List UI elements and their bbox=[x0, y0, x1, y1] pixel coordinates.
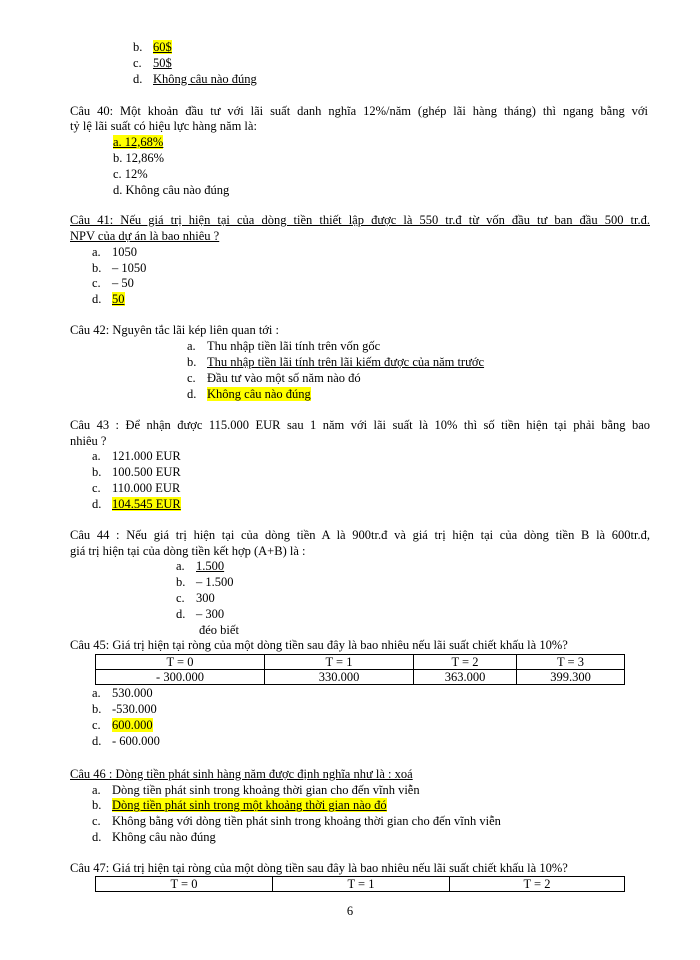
q45-header-t3: T = 3 bbox=[517, 655, 625, 670]
q45-option-c: c. 600.000 bbox=[92, 718, 153, 732]
q40-stem-line1: Câu 40: Một khoản đầu tư với lãi suất danh nghĩa 12%/năm (ghép lãi hàng tháng) thì ngang bằng với bbox=[70, 104, 648, 118]
q40-option-a: a. 12,68% bbox=[113, 135, 164, 149]
q39-option-c: c. 50$ bbox=[133, 56, 172, 70]
q44-option-d: d. – 300 bbox=[176, 607, 225, 621]
q40-option-d: d. Không câu nào đúng bbox=[113, 183, 230, 197]
q46-stem: Câu 46 : Dòng tiền phát sinh hàng năm được định nghĩa như là : xoá bbox=[70, 767, 413, 781]
q40-option-c: c. 12% bbox=[113, 167, 148, 181]
q45-value-t0: - 300.000 bbox=[96, 670, 265, 685]
q45-header-t1: T = 1 bbox=[265, 655, 414, 670]
q46-option-a: a. Dòng tiền phát sinh trong khoảng thời gian cho đến vĩnh viễn bbox=[92, 783, 420, 797]
q47-cashflow-table bbox=[95, 876, 625, 892]
q44-handwritten-note: đéo biết bbox=[199, 623, 239, 637]
q44-option-a: a. 1.500 bbox=[176, 559, 225, 573]
q43-option-a: a. 121.000 EUR bbox=[92, 449, 181, 463]
q45-option-a: a. 530.000 bbox=[92, 686, 153, 700]
q42-option-c: c. Đầu tư vào một số năm nào đó bbox=[187, 371, 361, 385]
q42-option-d: d. Không câu nào đúng bbox=[187, 387, 311, 401]
q39-option-d: d. Không câu nào đúng bbox=[133, 72, 257, 86]
q44-stem-line2: giá trị hiện tại của dòng tiền kết hợp (A+B) là : bbox=[70, 544, 306, 558]
q43-stem-line2: nhiêu ? bbox=[70, 434, 107, 448]
table-row bbox=[96, 655, 625, 670]
q39-option-b: b. 60$ bbox=[133, 40, 172, 54]
q43-option-c: c. 110.000 EUR bbox=[92, 481, 181, 495]
q43-option-d: d. 104.545 EUR bbox=[92, 497, 181, 511]
q45-option-b: b. -530.000 bbox=[92, 702, 157, 716]
q45-value-t3: 399.300 bbox=[517, 670, 625, 685]
q47-header-t1: T = 1 bbox=[273, 877, 450, 892]
q47-header-t2: T = 2 bbox=[450, 877, 625, 892]
q45-header-t2: T = 2 bbox=[414, 655, 517, 670]
q41-option-c: c. – 50 bbox=[92, 276, 134, 290]
q41-option-b: b. – 1050 bbox=[92, 261, 147, 275]
q46-option-d: d. Không câu nào đúng bbox=[92, 830, 216, 844]
q46-option-b: b. Dòng tiền phát sinh trong một khoảng thời gian nào đó bbox=[92, 798, 387, 812]
q42-stem: Câu 42: Nguyên tắc lãi kép liên quan tới : bbox=[70, 323, 279, 337]
q47-stem: Câu 47: Giá trị hiện tại ròng của một dòng tiền sau đây là bao nhiêu nếu lãi suất chiết khấu là 10%? bbox=[70, 861, 568, 875]
q44-stem-line1: Câu 44 : Nếu giá trị hiện tại của dòng tiền A là 900tr.đ và giá trị hiện tại của dòng tiền B là 600tr.đ, bbox=[70, 528, 650, 542]
q47-header-t0: T = 0 bbox=[96, 877, 273, 892]
q45-header-t0: T = 0 bbox=[96, 655, 265, 670]
q41-stem-line2: NPV của dự án là bao nhiêu ? bbox=[70, 229, 220, 243]
q43-stem-line1: Câu 43 : Để nhận được 115.000 EUR sau 1 năm với lãi suất là 10% thì số tiền hiện tại phải bằng bao bbox=[70, 418, 650, 432]
q45-stem: Câu 45: Giá trị hiện tại ròng của một dòng tiền sau đây là bao nhiêu nếu lãi suất chiết khấu là 10%? bbox=[70, 638, 568, 652]
table-row bbox=[96, 670, 625, 685]
q40-stem-line2: tỷ lệ lãi suất có hiệu lực hàng năm là: bbox=[70, 119, 257, 133]
q43-option-b: b. 100.500 EUR bbox=[92, 465, 181, 479]
q40-option-b: b. 12,86% bbox=[113, 151, 165, 165]
q42-option-a: a. Thu nhập tiền lãi tính trên vốn gốc bbox=[187, 339, 381, 353]
page-number: 6 bbox=[346, 904, 354, 918]
q45-option-d: d. - 600.000 bbox=[92, 734, 160, 748]
q41-option-d: d. 50 bbox=[92, 292, 125, 306]
q45-cashflow-table bbox=[95, 654, 625, 685]
q44-option-b: b. – 1.500 bbox=[176, 575, 234, 589]
table-row bbox=[96, 877, 625, 892]
q42-option-b: b. Thu nhập tiền lãi tính trên lãi kiếm được của năm trước bbox=[187, 355, 485, 369]
q41-stem-line1: Câu 41: Nếu giá trị hiện tại của dòng tiền thiết lập được là 550 tr.đ từ vốn đầu tư ban đầu 500 tr.đ. bbox=[70, 213, 650, 227]
q46-option-c: c. Không bằng với dòng tiền phát sinh trong khoảng thời gian cho đến vĩnh viễn bbox=[92, 814, 501, 828]
q45-value-t1: 330.000 bbox=[265, 670, 414, 685]
q45-value-t2: 363.000 bbox=[414, 670, 517, 685]
q44-option-c: c. 300 bbox=[176, 591, 215, 605]
q41-option-a: a. 1050 bbox=[92, 245, 137, 259]
